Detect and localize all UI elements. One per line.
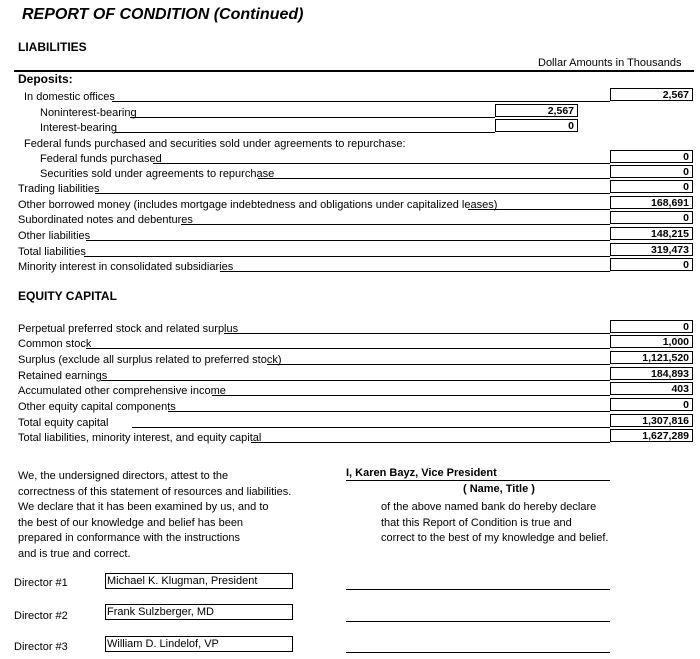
row-label: Perpetual preferred stock and related surplus [18,323,239,335]
federal-funds-purchased-value: 0 [610,150,693,163]
attest-line: We, the undersigned directors, attest to the [18,470,229,482]
leader-line [212,395,610,396]
other-liabilities-value: 148,215 [610,227,693,240]
officer-name-title: I, Karen Bayz, Vice President [346,467,497,479]
row-label: Total equity capital [18,417,109,429]
total-liab-equity-value: 1,627,289 [610,429,693,442]
leader-line [84,256,610,257]
row-securities-sold [40,167,610,181]
interest-bearing-value: 0 [495,119,578,132]
row-total-equity-capital [18,416,610,430]
row-label: Securities sold under agreements to repurchase [40,168,275,180]
leader-line [95,193,610,194]
leader-line [224,333,610,334]
page-title: REPORT OF CONDITION (Continued) [22,6,304,23]
leader-line [130,117,495,118]
securities-sold-value: 0 [610,165,693,178]
leader-line [258,178,610,179]
row-label: Other equity capital components [18,401,176,413]
leader-line [112,101,610,102]
row-label: Noninterest-bearing [40,107,137,119]
row-label: Total liabilities [18,246,86,258]
attest-line: prepared in conformance with the instructions [18,532,240,544]
common-stock-value: 1,000 [610,335,693,348]
row-other-liabilities [18,229,610,243]
units-note: Dollar Amounts in Thousands [538,57,682,69]
fed-funds-subheading: Federal funds purchased and securities sold under agreements to repurchase: [24,138,406,150]
perpetual-preferred-value: 0 [610,320,693,333]
director-3-signature-line[interactable] [346,652,610,653]
leader-line [86,348,610,349]
attest-line: and is true and correct. [18,548,131,560]
row-other-equity-components [18,400,610,414]
name-title-caption: ( Name, Title ) [463,483,535,495]
total-equity-capital-value: 1,307,816 [610,414,693,427]
liabilities-heading: LIABILITIES [18,40,87,54]
row-retained-earnings [18,369,610,383]
attest-line: the best of our knowledge and belief has been [18,517,244,529]
other-equity-components-value: 0 [610,398,693,411]
row-total-liab-equity [18,431,610,445]
leader-line [86,240,610,241]
header-rule [14,70,694,72]
row-interest-bearing [40,121,495,135]
director-2-name-field[interactable]: Frank Sulzberger, MD [105,604,293,620]
row-label: Interest-bearing [40,122,118,134]
row-label: Total liabilities, minority interest, and equity capital [18,432,262,444]
leader-line [220,271,610,272]
row-label: Surplus (exclude all surplus related to preferred stock) [18,354,282,366]
row-label: Common stock [18,338,92,350]
row-aoci [18,384,610,398]
attest-line: correctness of this statement of resources and liabilities. [18,486,292,498]
row-label: Accumulated other comprehensive income [18,385,226,397]
row-label: Minority interest in consolidated subsidiaries [18,261,234,273]
leader-line [251,442,610,443]
noninterest-bearing-value: 2,567 [495,104,578,117]
officer-line: correct to the best of my knowledge and belief. [381,532,609,544]
leader-line [153,163,610,164]
leader-line [468,209,610,210]
retained-earnings-value: 184,893 [610,367,693,380]
other-borrowed-money-value: 168,691 [610,196,693,209]
leader-line [132,427,610,428]
director-1-label: Director #1 [14,577,68,589]
subordinated-notes-value: 0 [610,211,693,224]
director-3-label: Director #3 [14,641,68,653]
trading-liabilities-value: 0 [610,180,693,193]
row-subordinated-notes [18,213,610,227]
row-label: Federal funds purchased [40,153,162,165]
deposits-heading: Deposits: [18,72,73,86]
officer-line: that this Report of Condition is true and [381,517,572,529]
row-label: In domestic offices [24,91,115,103]
director-1-signature-line[interactable] [346,589,610,590]
row-label: Other borrowed money (includes mortgage indebtedness and obligations under capitalized leases) [18,199,498,211]
row-label: Other liabilities [18,230,91,242]
leader-line [181,224,610,225]
row-label: Subordinated notes and debentures [18,214,193,226]
row-surplus [18,353,610,367]
row-federal-funds-purchased [40,152,610,166]
row-domestic-offices [24,90,610,104]
leader-line [101,380,610,381]
officer-line: of the above named bank do hereby declare [381,501,597,513]
director-2-label: Director #2 [14,610,68,622]
row-label: Trading liabilities [18,183,100,195]
total-liabilities-value: 319,473 [610,243,693,256]
row-noninterest-bearing [40,106,495,120]
row-trading-liabilities [18,182,610,196]
row-other-borrowed-money [18,198,610,212]
row-perpetual-preferred [18,322,610,336]
director-1-name-field[interactable]: Michael K. Klugman, President [105,573,293,589]
director-3-name-field[interactable]: William D. Lindelof, VP [105,636,293,652]
surplus-value: 1,121,520 [610,351,693,364]
row-common-stock [18,337,610,351]
leader-line [267,364,610,365]
minority-interest-value: 0 [610,258,693,271]
attest-line: We declare that it has been examined by us, and to [18,501,269,513]
leader-line [168,411,610,412]
domestic-offices-value: 2,567 [610,88,693,101]
director-2-signature-line[interactable] [346,621,610,622]
aoci-value: 403 [610,382,693,395]
row-minority-interest [18,260,610,274]
row-label: Retained earnings [18,370,108,382]
row-total-liabilities [18,245,610,259]
equity-heading: EQUITY CAPITAL [18,289,117,303]
leader-line [114,132,495,133]
